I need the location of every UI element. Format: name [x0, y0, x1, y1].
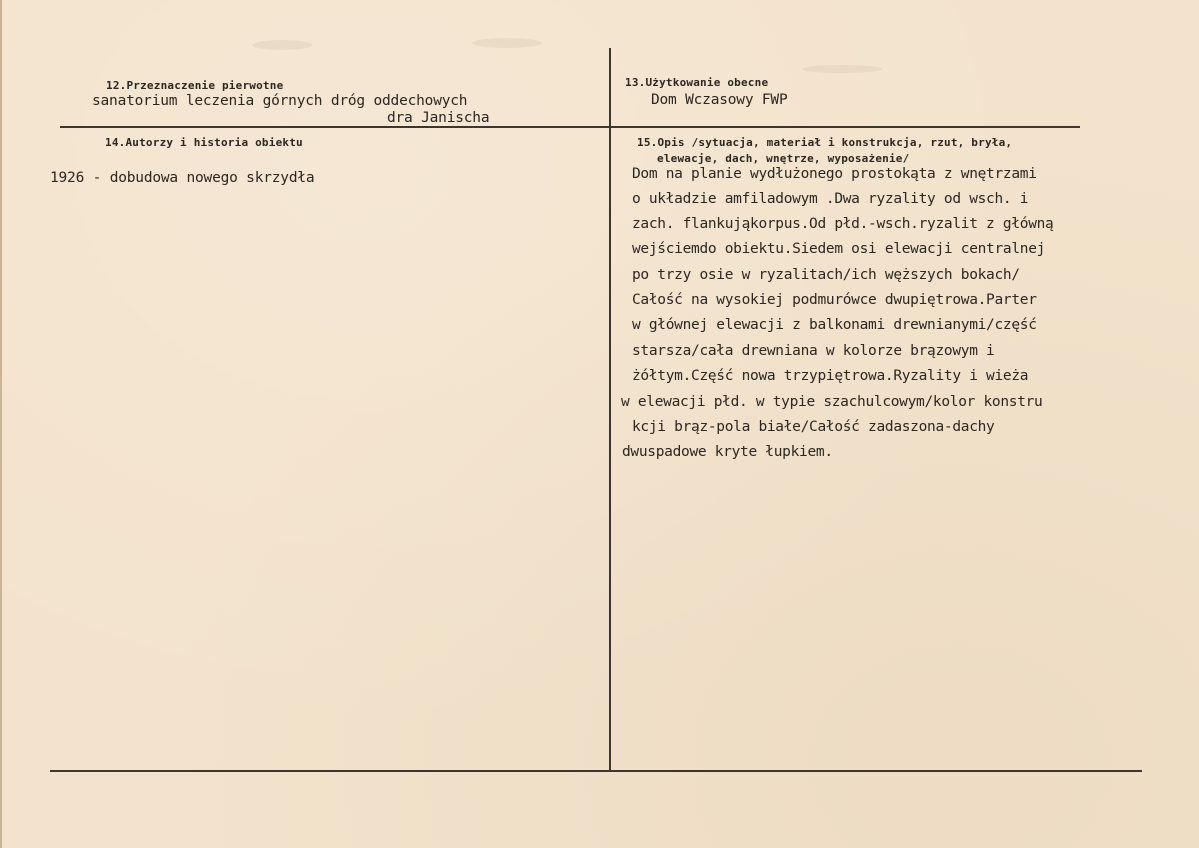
- field-15-line: w głównej elewacji z balkonami drewnianymi/część: [632, 317, 1037, 333]
- field-15-line: starsza/cała drewniana w kolorze brązowym i: [632, 343, 995, 359]
- field-15-label-line1: 15.Opis /sytuacja, materiał i konstrukcja, rzut, bryła,: [637, 136, 1013, 149]
- field-15-line: o układzie amfiladowym .Dwa ryzality od wsch. i: [632, 191, 1029, 207]
- field-15-line: zach. flankująkorpus.Od płd.-wsch.ryzalit z główną: [632, 216, 1054, 232]
- field-13-label: 13.Użytkowanie obecne: [625, 76, 769, 89]
- field-15-line: żółtym.Część nowa trzypiętrowa.Ryzality i wieża: [632, 368, 1029, 384]
- paper-smudge: [472, 38, 542, 48]
- paper-smudge: [252, 40, 312, 50]
- field-15-line: kcji brąz-pola białe/Całość zadaszona-dachy: [632, 419, 995, 435]
- row-divider-bottom: [50, 770, 1142, 772]
- paper-smudge: [802, 65, 882, 73]
- field-15-line: po trzy osie w ryzalitach/ich węższych bokach/: [632, 267, 1020, 283]
- field-15-line: dwuspadowe kryte łupkiem.: [622, 444, 833, 460]
- field-15-line: wejściemdo obiektu.Siedem osi elewacji centralnej: [632, 241, 1046, 257]
- field-12-label: 12.Przeznaczenie pierwotne: [106, 79, 284, 92]
- field-14-label: 14.Autorzy i historia obiektu: [105, 136, 303, 149]
- field-15-line: w elewacji płd. w typie szachulcowym/kolor konstru: [621, 394, 1043, 410]
- field-13-value: Dom Wczasowy FWP: [651, 92, 788, 108]
- field-12-value-line1: sanatorium leczenia górnych dróg oddechowych: [92, 93, 468, 109]
- field-15-line: Całość na wysokiej podmurówce dwupiętrowa.Parter: [632, 292, 1037, 308]
- row-divider-top: [60, 126, 1080, 128]
- column-divider: [609, 48, 611, 772]
- field-14-value: 1926 - dobudowa nowego skrzydła: [50, 170, 315, 186]
- field-12-value-line2: dra Janischa: [387, 110, 490, 126]
- field-15-label-line2: elewacje, dach, wnętrze, wyposażenie/: [657, 152, 910, 165]
- field-15-line: Dom na planie wydłużonego prostokąta z wnętrzami: [632, 166, 1037, 182]
